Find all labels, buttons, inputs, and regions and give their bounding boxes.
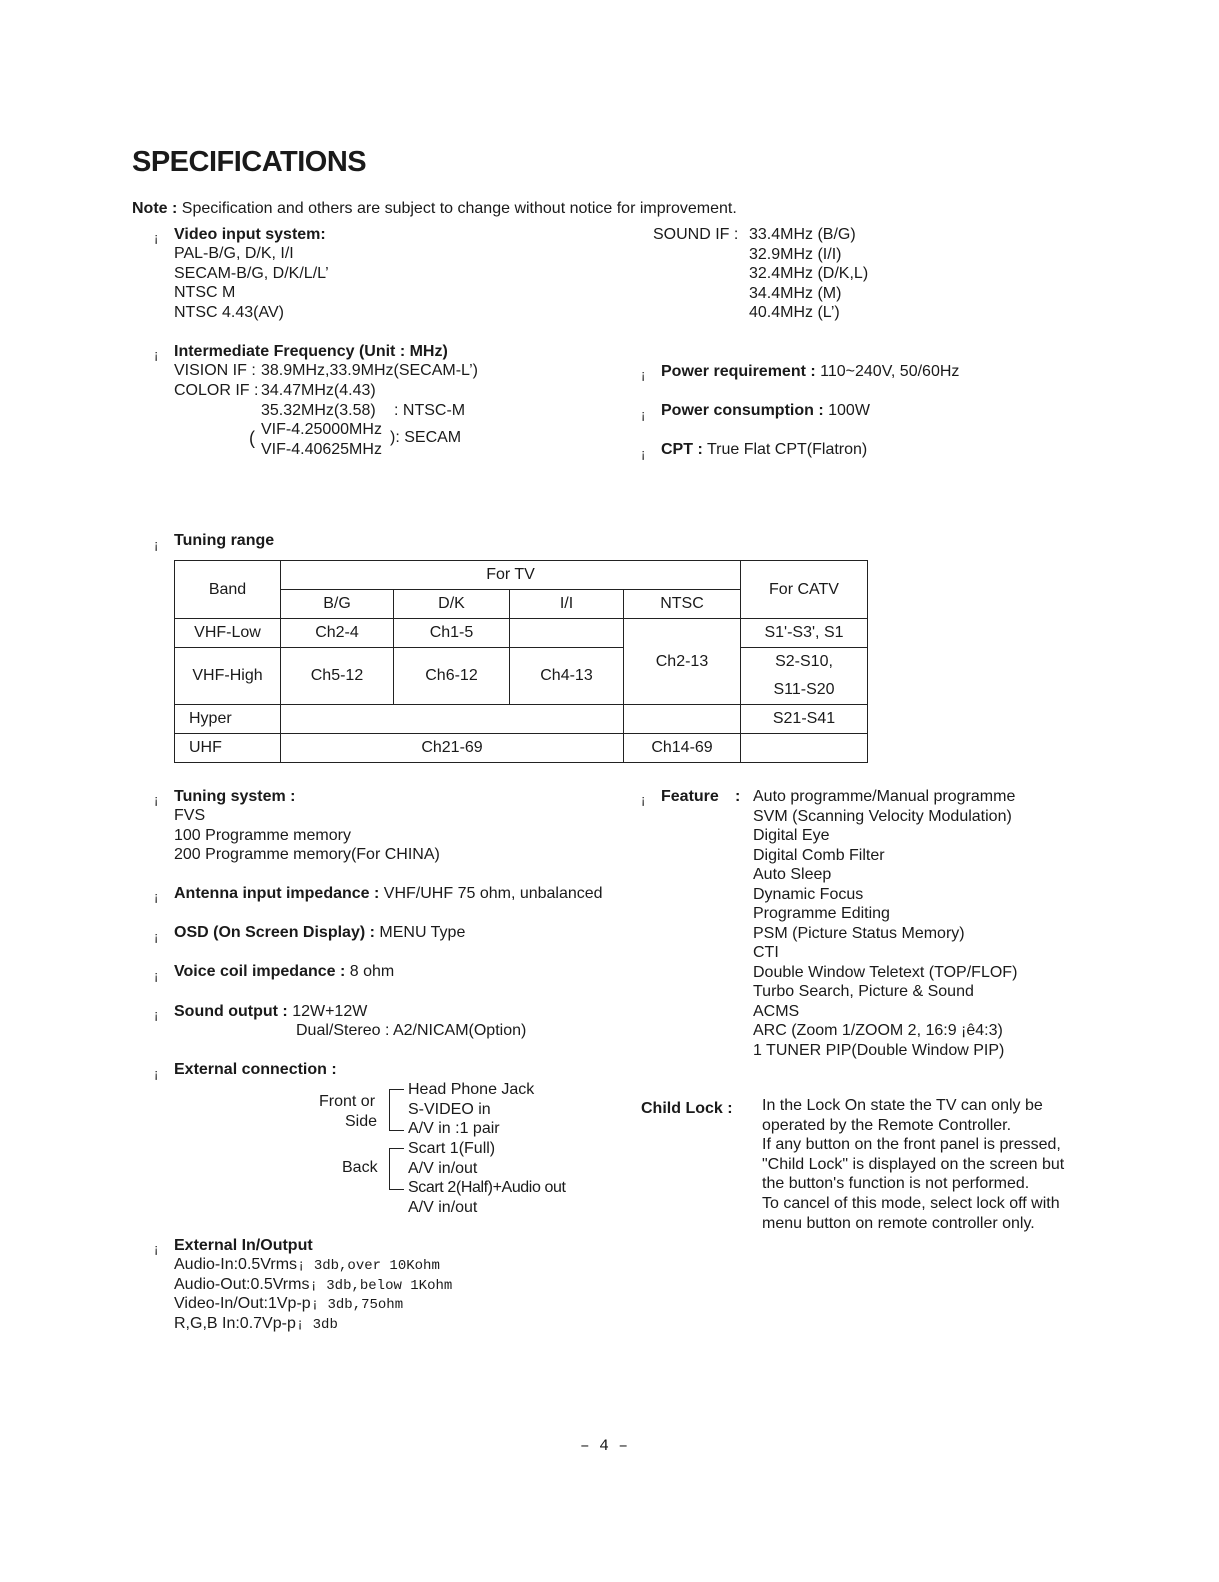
cpt-value: True Flat CPT(Flatron)	[706, 441, 868, 458]
bracket-shape	[389, 1089, 404, 1131]
table-cell: Ch2-13	[624, 619, 741, 705]
sound-if-value: 33.4MHz (B/G)	[749, 226, 856, 243]
table-cell: Ch1-5	[394, 619, 510, 648]
table-header-for-tv: For TV	[281, 561, 741, 590]
vision-if-value: 38.9MHz,33.9MHz(SECAM-L’)	[261, 362, 478, 379]
child-lock-line: If any button on the front panel is pressed,	[762, 1136, 1061, 1154]
note	[132, 199, 737, 219]
table-cell: Ch4-13	[510, 648, 624, 705]
external-io-item	[174, 1314, 452, 1334]
sound-output-value-2: Dual/Stereo : A2/NICAM(Option)	[296, 1022, 527, 1039]
child-lock-line: the button's function is not performed.	[762, 1175, 1030, 1193]
external-io-label: External In/Output	[174, 1237, 313, 1254]
child-lock-line: To cancel of this mode, select lock off with	[762, 1194, 1060, 1212]
external-io-signal: Audio-In:0.5Vrms	[174, 1256, 298, 1273]
table-row	[175, 648, 868, 677]
feature-item: Digital Eye	[753, 827, 830, 844]
table-cell: Ch2-4	[281, 619, 394, 648]
connection-item: S-VIDEO in	[408, 1100, 491, 1118]
video-input-list	[174, 244, 329, 322]
external-io-spec: ¡ 3db,75ohm	[310, 1297, 404, 1313]
external-io-spec: ¡ 3db,over 10Kohm	[297, 1258, 440, 1274]
feature-item: Turbo Search, Picture & Sound	[753, 983, 974, 1000]
sound-output	[174, 1002, 367, 1022]
osd-value: MENU Type	[379, 924, 466, 941]
color-if-label: COLOR IF :	[174, 382, 259, 399]
table-row	[175, 734, 868, 763]
connection-item: Scart 2(Half)+Audio out	[408, 1179, 566, 1196]
connection-item: A/V in/out	[408, 1198, 478, 1216]
voice-coil-label: Voice coil impedance :	[174, 963, 346, 980]
power-requirement	[661, 362, 959, 382]
bullet-icon: ¡	[154, 792, 159, 807]
sound-if-values	[749, 225, 868, 323]
child-lock-line: In the Lock On state the TV can only be	[762, 1097, 1043, 1114]
table-header-band: Band	[175, 561, 281, 619]
bullet-icon: ¡	[154, 1066, 159, 1081]
open-paren: (	[249, 428, 255, 448]
antenna-value: VHF/UHF 75 ohm, unbalanced	[383, 885, 603, 902]
video-input-item: SECAM-B/G, D/K/L/L’	[174, 264, 329, 282]
bullet-icon: ¡	[641, 446, 646, 461]
ntsc-note: : NTSC-M	[394, 402, 466, 419]
table-cell	[510, 619, 624, 648]
bullet-icon: ¡	[154, 1241, 159, 1256]
external-io-spec: ¡ 3db,below 1Kohm	[309, 1277, 453, 1294]
video-input-item: NTSC 4.43(AV)	[174, 303, 284, 321]
table-cell: Ch21-69	[281, 734, 624, 763]
table-header-for-catv: For CATV	[741, 561, 868, 619]
feature-colon: :	[735, 788, 741, 805]
feature-item: Double Window Teletext (TOP/FLOF)	[753, 963, 1018, 981]
external-io-list	[174, 1255, 452, 1333]
video-input-item: PAL-B/G, D/K, I/I	[174, 245, 294, 262]
external-io-signal: R,G,B In:0.7Vp-p	[174, 1314, 296, 1332]
tuning-system-label: Tuning system :	[174, 788, 296, 805]
note-text: Specification and others are subject to change without notice for improvement.	[181, 200, 737, 217]
table-row	[175, 705, 868, 734]
vision-if-label: VISION IF :	[174, 362, 256, 379]
feature-item: Programme Editing	[753, 905, 890, 922]
child-lock-label: Child Lock :	[641, 1100, 733, 1117]
front-side-label: Front or	[319, 1093, 376, 1110]
feature-label: Feature	[661, 788, 719, 805]
antenna-label: Antenna input impedance :	[174, 885, 380, 902]
back-connection-list	[408, 1139, 566, 1217]
sound-output-value: 12W+12W	[292, 1003, 368, 1020]
table-cell	[624, 705, 741, 734]
external-io-item	[174, 1255, 452, 1275]
feature-item: Dynamic Focus	[753, 885, 864, 903]
child-lock-line: operated by the Remote Controller.	[762, 1116, 1012, 1134]
voice-coil	[174, 962, 394, 982]
tuning-system-item: 100 Programme memory	[174, 826, 351, 844]
external-io-spec: ¡ 3db	[295, 1316, 338, 1333]
bullet-icon: ¡	[641, 792, 646, 807]
bullet-icon: ¡	[154, 230, 159, 245]
table-cell: S2-S10,	[741, 648, 868, 677]
power-requirement-label: Power requirement :	[661, 363, 816, 380]
bullet-icon: ¡	[641, 367, 646, 382]
tuning-system-list	[174, 806, 440, 865]
feature-item: SVM (Scanning Velocity Modulation)	[753, 807, 1012, 825]
front-side-label-2: Side	[345, 1113, 378, 1130]
feature-item: ACMS	[753, 1002, 800, 1020]
video-input-heading: Video input system:	[174, 226, 326, 243]
feature-item: PSM (Picture Status Memory)	[753, 924, 965, 942]
table-header-system: D/K	[394, 590, 510, 619]
cpt-label: CPT :	[661, 441, 703, 458]
feature-item: Auto Sleep	[753, 866, 832, 883]
tuning-system-item: 200 Programme memory(For CHINA)	[174, 846, 440, 863]
bullet-icon: ¡	[154, 929, 159, 944]
external-io-signal: Audio-Out:0.5Vrms	[174, 1275, 310, 1293]
table-cell: VHF-Low	[175, 619, 281, 648]
if-heading: Intermediate Frequency (Unit : MHz)	[174, 343, 448, 360]
table-cell: Ch6-12	[394, 648, 510, 705]
connection-item: A/V in/out	[408, 1159, 478, 1177]
tuning-range-table	[174, 560, 868, 763]
feature-item: CTI	[753, 944, 779, 961]
front-connection-list	[408, 1080, 534, 1139]
bracket-shape	[389, 1148, 404, 1190]
table-cell: S11-S20	[741, 676, 868, 705]
tuning-range-heading: Tuning range	[174, 532, 275, 549]
power-consumption-value: 100W	[828, 402, 870, 419]
table-cell	[281, 705, 624, 734]
table-cell: VHF-High	[175, 648, 281, 705]
table-cell: S21-S41	[741, 705, 868, 734]
child-lock-line: "Child Lock" is displayed on the screen but	[762, 1155, 1065, 1173]
secam-note: ): SECAM	[390, 429, 462, 446]
voice-coil-value: 8 ohm	[349, 963, 395, 980]
color-if-value: 34.47MHz(4.43)	[261, 382, 376, 399]
osd	[174, 923, 465, 943]
table-cell: S1'-S3', S1	[741, 619, 868, 648]
bullet-icon: ¡	[154, 889, 159, 904]
power-requirement-value: 110~240V, 50/60Hz	[820, 363, 960, 380]
table-cell: Ch14-69	[624, 734, 741, 763]
page-number: – 4 –	[580, 1437, 629, 1455]
connection-item: A/V in :1 pair	[408, 1120, 500, 1137]
sound-if-value: 40.4MHz (L’)	[749, 304, 840, 321]
table-cell	[741, 734, 868, 763]
bullet-icon: ¡	[154, 347, 159, 362]
sound-if-value: 34.4MHz (M)	[749, 284, 842, 302]
child-lock-description	[762, 1096, 1076, 1233]
table-header-system: B/G	[281, 590, 394, 619]
bullet-icon: ¡	[154, 968, 159, 983]
feature-item: Auto programme/Manual programme	[753, 788, 1016, 805]
sound-if-value: 32.9MHz (I/I)	[749, 245, 842, 263]
tuning-system-item: FVS	[174, 807, 206, 824]
child-lock-line: menu button on remote controller only.	[762, 1214, 1035, 1232]
page-title: SPECIFICATIONS	[132, 146, 367, 178]
vif-value: VIF-4.25000MHz	[261, 421, 382, 438]
feature-item: ARC (Zoom 1/ZOOM 2, 16:9 ¡ê4:3)	[753, 1022, 1003, 1039]
table-cell: Hyper	[175, 705, 281, 734]
feature-item: Digital Comb Filter	[753, 846, 885, 864]
sound-if-label: SOUND IF :	[653, 226, 739, 243]
table-row	[175, 619, 868, 648]
color-if-value: 35.32MHz(3.58)	[261, 402, 376, 419]
external-connection-label: External connection :	[174, 1061, 337, 1078]
external-io-item	[174, 1294, 452, 1314]
power-consumption-label: Power consumption :	[661, 402, 824, 419]
external-io-signal: Video-In/Out:1Vp-p	[174, 1295, 311, 1312]
antenna-impedance	[174, 884, 603, 904]
note-label: Note :	[132, 200, 178, 217]
external-io-item	[174, 1275, 452, 1295]
connection-item: Head Phone Jack	[408, 1081, 535, 1098]
bullet-icon: ¡	[641, 407, 646, 422]
back-label: Back	[342, 1159, 378, 1176]
bullet-icon: ¡	[154, 537, 159, 552]
bullet-icon: ¡	[154, 1007, 159, 1022]
connection-item: Scart 1(Full)	[408, 1140, 496, 1157]
vif-value: VIF-4.40625MHz	[261, 441, 382, 458]
feature-list	[753, 787, 1017, 1060]
table-cell: UHF	[175, 734, 281, 763]
sound-output-label: Sound output :	[174, 1003, 288, 1020]
table-header-system: NTSC	[624, 590, 741, 619]
table-row	[175, 561, 868, 590]
feature-item: 1 TUNER PIP(Double Window PIP)	[753, 1041, 1005, 1059]
power-consumption	[661, 401, 870, 421]
cpt	[661, 440, 867, 460]
video-input-item: NTSC M	[174, 284, 236, 301]
osd-label: OSD (On Screen Display) :	[174, 924, 375, 941]
table-cell: Ch5-12	[281, 648, 394, 705]
table-header-system: I/I	[510, 590, 624, 619]
sound-if-value: 32.4MHz (D/K,L)	[749, 265, 869, 282]
